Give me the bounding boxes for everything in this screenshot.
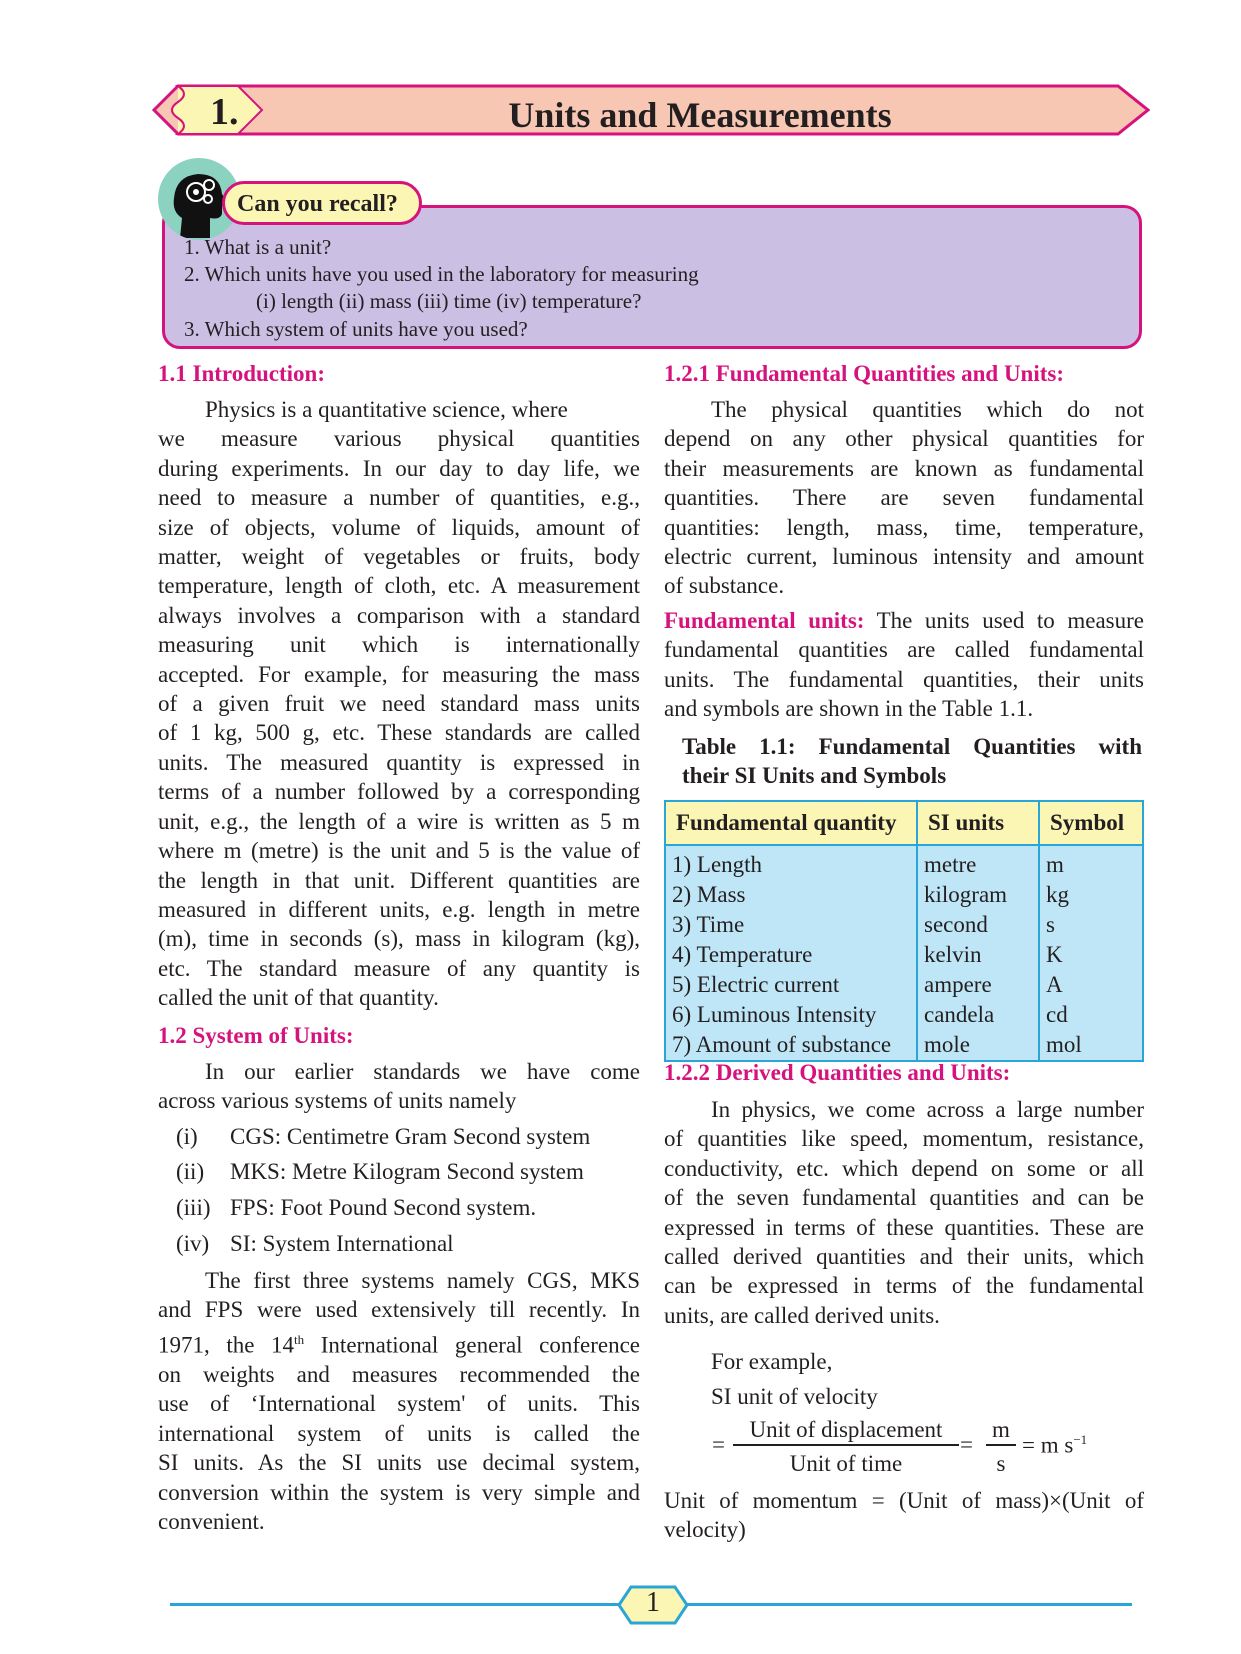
table-cell: 2) Mass (665, 880, 917, 910)
text-line: and symbols are shown in the Table 1.1. (664, 696, 1034, 722)
text-line: use of ‘International system' of units. This (158, 1391, 640, 1417)
system-paragraph (158, 1057, 640, 1116)
text-line: the length in that unit. Different quantities are (158, 867, 640, 893)
recall-question-1: 1. What is a unit? (184, 235, 332, 259)
text-line: matter, weight of vegetables or fruits, body (158, 544, 640, 570)
text-line: velocity) (664, 1517, 746, 1543)
text-line: need to measure a number of quantities, e.g., (158, 485, 640, 511)
text-line: quantities. There are seven fundamental (664, 485, 1144, 511)
fraction-denominator: Unit of time (789, 1451, 903, 1476)
text-line: units. The measured quantity is expressed in (158, 749, 640, 775)
table-cell: 5) Electric current (665, 970, 917, 1000)
text-line: accepted. For example, for measuring the mass (158, 661, 640, 687)
table-cell: ampere (917, 970, 1039, 1000)
system-item-mks (176, 1159, 584, 1185)
text-line: always involves a comparison with a standard (158, 602, 640, 628)
for-example-text: For example, (711, 1349, 833, 1374)
list-num: (iii) (176, 1195, 211, 1220)
text-line: (m), time in seconds (s), mass in kilogram (kg), (158, 926, 640, 952)
table-cell: cd (1039, 1000, 1143, 1030)
intro-heading: 1.1 Introduction: (158, 361, 325, 386)
derived-paragraph (664, 1095, 1144, 1330)
text-line: measured in different units, e.g. length in metre (158, 896, 640, 922)
text-line: expressed in terms of these quantities. These are (664, 1214, 1144, 1240)
table-row (665, 970, 1143, 1000)
table-row (665, 1000, 1143, 1030)
table-header-row (665, 801, 1143, 845)
table-cell: second (917, 910, 1039, 940)
list-text: CGS: Centimetre Gram Second system (230, 1124, 591, 1149)
text-line: of quantities like speed, momentum, resistance, (664, 1126, 1144, 1152)
text-part: 1971, the 14 (158, 1332, 295, 1358)
table-cell: kilogram (917, 880, 1039, 910)
text-line: across various systems of units namely (158, 1088, 517, 1114)
page-number: 1 (646, 1587, 660, 1618)
column-header: Fundamental quantity (665, 801, 917, 845)
system-item-cgs (176, 1124, 590, 1150)
table-cell: m (1039, 845, 1143, 880)
text-line: In physics, we come across a large number (711, 1097, 1144, 1122)
si-paragraph (158, 1266, 640, 1536)
text-line: of the seven fundamental quantities and can be (664, 1185, 1144, 1211)
table-caption (682, 732, 1142, 790)
text-line: fundamental quantities are called fundamental (664, 637, 1144, 663)
text-line: quantities: length, mass, time, temperature, (664, 514, 1144, 540)
formula-result (1022, 1432, 1087, 1459)
table-row (665, 880, 1143, 910)
text-line: and FPS were used extensively till recently. In (158, 1297, 640, 1323)
list-num: (ii) (176, 1159, 205, 1184)
column-header: Symbol (1039, 801, 1143, 845)
table-row (665, 845, 1143, 880)
text-line: The physical quantities which do not (711, 397, 1144, 422)
derived-heading: 1.2.2 Derived Quantities and Units: (664, 1060, 1011, 1085)
text-part: The units used to measure (864, 608, 1144, 633)
list-text: MKS: Metre Kilogram Second system (230, 1159, 584, 1184)
text-line: temperature, length of cloth, etc. A measurement (158, 573, 640, 599)
si-velocity-text: SI unit of velocity (711, 1384, 878, 1409)
table-cell: mole (917, 1030, 1039, 1061)
text-line-1971 (158, 1325, 640, 1360)
text-line: In our earlier standards we have come (205, 1059, 640, 1084)
text-line: The first three systems namely CGS, MKS (205, 1268, 640, 1293)
text-line: size of objects, volume of liquids, amount of (158, 514, 640, 540)
table-cell: s (1039, 910, 1143, 940)
result-exponent: −1 (1073, 1432, 1088, 1447)
footer-rule-left (170, 1603, 620, 1606)
text-part: International general conference (304, 1332, 640, 1358)
text-line: convenient. (158, 1508, 265, 1534)
system-item-fps (176, 1195, 536, 1221)
text-line: units, are called derived units. (664, 1302, 940, 1328)
table-cell: 3) Time (665, 910, 917, 940)
text-line: SI units. As the SI units use decimal system, (158, 1450, 640, 1476)
table-row (665, 940, 1143, 970)
list-num: (iv) (176, 1231, 210, 1256)
text-line: their measurements are known as fundamental (664, 455, 1144, 481)
list-text: FPS: Foot Pound Second system. (230, 1195, 537, 1220)
fraction-numerator-m: m (992, 1417, 1010, 1442)
list-text: SI: System International (230, 1231, 454, 1256)
equals-sign: = (712, 1432, 725, 1457)
result-text: = m s (1022, 1432, 1074, 1458)
table-cell: metre (917, 845, 1039, 880)
table-cell: A (1039, 970, 1143, 1000)
text-line: Physics is a quantitative science, where (205, 397, 568, 422)
text-line (664, 606, 1144, 635)
table-cell: K (1039, 940, 1143, 970)
text-line: can be expressed in terms of the fundamental (664, 1273, 1144, 1299)
text-line: unit, e.g., the length of a wire is written as 5 m (158, 808, 640, 834)
superscript-th: th (294, 1331, 305, 1347)
fundamental-units-paragraph (664, 606, 1144, 724)
table-row (665, 910, 1143, 940)
table-cell: 1) Length (665, 845, 917, 880)
fundamental-paragraph (664, 395, 1144, 601)
footer-rule-right (686, 1603, 1132, 1606)
text-line: during experiments. In our day to day life, we (158, 455, 640, 481)
fundamental-heading: 1.2.1 Fundamental Quantities and Units: (664, 361, 1065, 386)
intro-paragraph (158, 395, 640, 1013)
recall-question-3: 3. Which system of units have you used? (184, 317, 528, 341)
equals-sign: = (960, 1432, 973, 1457)
fundamental-units-label: Fundamental units: (664, 608, 865, 633)
text-line: where m (metre) is the unit and 5 is the value of (158, 838, 640, 864)
text-line: on weights and measures recommended the (158, 1361, 640, 1387)
table-cell: candela (917, 1000, 1039, 1030)
recall-question-2-sub: (i) length (ii) mass (iii) time (iv) temperature? (256, 289, 642, 313)
chapter-title: Units and Measurements (508, 95, 892, 135)
column-header: SI units (917, 801, 1039, 845)
text-line: international system of units is called the (158, 1420, 640, 1446)
table-cell: 4) Temperature (665, 940, 917, 970)
caption-line: their SI Units and Symbols (682, 763, 947, 788)
text-line: terms of a number followed by a corresponding (158, 779, 640, 805)
table-cell: kg (1039, 880, 1143, 910)
table-cell: kelvin (917, 940, 1039, 970)
chapter-number: 1. (210, 91, 239, 133)
text-line: we measure various physical quantities (158, 426, 640, 452)
caption-line: Table 1.1: Fundamental Quantities with (682, 734, 1142, 759)
text-line: of a given fruit we need standard mass units (158, 691, 640, 717)
table-cell: 7) Amount of substance (665, 1030, 917, 1061)
text-line: depend on any other physical quantities for (664, 426, 1144, 452)
recall-question-2: 2. Which units have you used in the laboratory for measuring (184, 262, 699, 286)
fraction-bar (733, 1444, 959, 1446)
text-line: conductivity, etc. which depend on some or all (664, 1155, 1144, 1181)
text-line: of substance. (664, 573, 785, 599)
text-line: of 1 kg, 500 g, etc. These standards are called (158, 720, 640, 746)
recall-tab: Can you recall? (222, 181, 422, 225)
text-line: units. The fundamental quantities, their units (664, 666, 1144, 692)
table-cell: mol (1039, 1030, 1143, 1061)
fraction-denominator-s: s (996, 1451, 1006, 1476)
text-line: measuring unit which is internationally (158, 632, 640, 658)
momentum-paragraph (664, 1486, 1144, 1545)
text-line: electric current, luminous intensity and amount (664, 544, 1144, 570)
fraction-bar (986, 1444, 1016, 1446)
table-cell: 6) Luminous Intensity (665, 1000, 917, 1030)
fundamental-quantities-table (664, 800, 1144, 1062)
text-line: conversion within the system is very simple and (158, 1479, 640, 1505)
text-line: called derived quantities and their units, which (664, 1244, 1144, 1270)
fraction-numerator: Unit of displacement (749, 1417, 943, 1442)
text-line: called the unit of that quantity. (158, 985, 439, 1011)
text-line: Unit of momentum = (Unit of mass)×(Unit of (664, 1488, 1144, 1513)
system-item-si (176, 1231, 454, 1257)
list-num: (i) (176, 1124, 198, 1149)
table-row (665, 1030, 1143, 1061)
text-line: etc. The standard measure of any quantity is (158, 955, 640, 981)
system-heading: 1.2 System of Units: (158, 1023, 354, 1048)
